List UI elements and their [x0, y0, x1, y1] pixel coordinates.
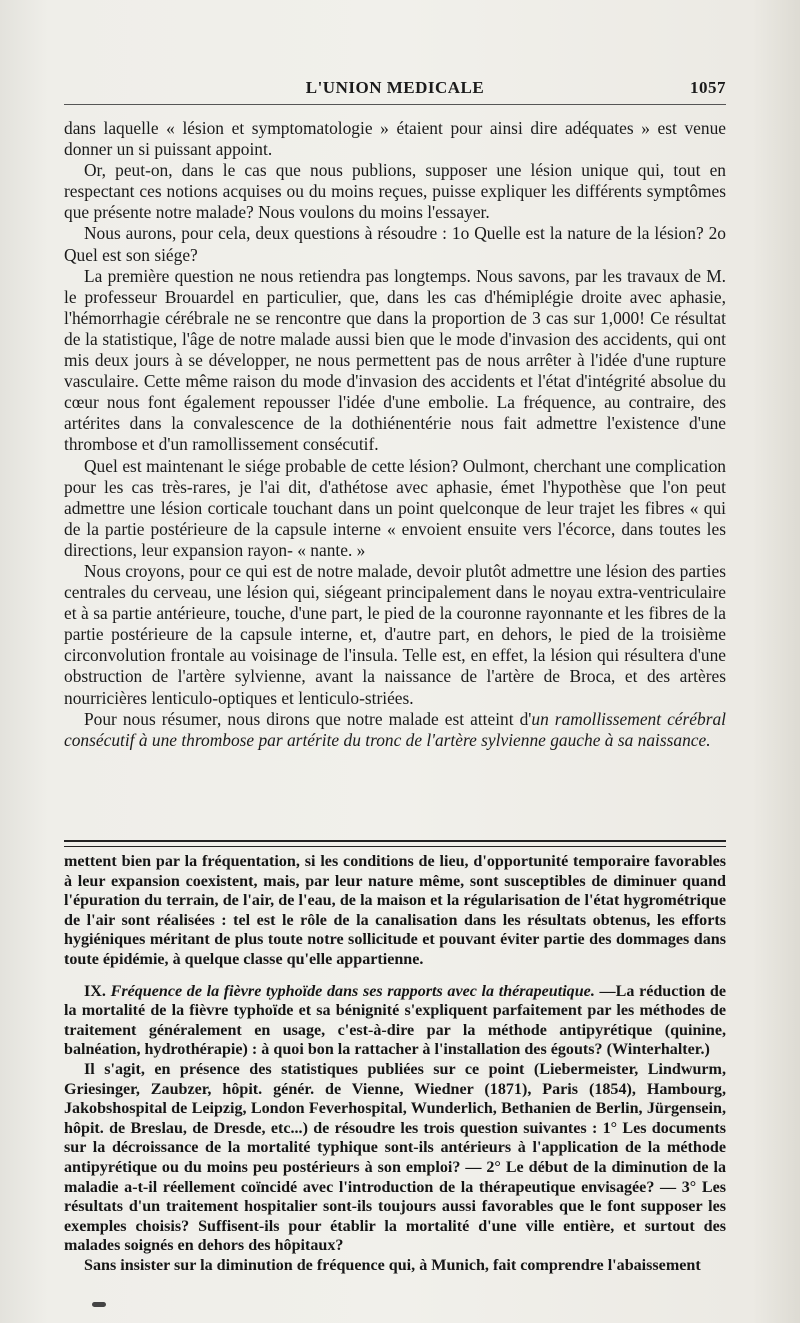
feuilleton-intro: mettent bien par la fréquentation, si les conditions de lieu, d'opportunité temporaire favorables à leur expansion coexistent, mais, par leur nature même, sont susceptibles de diminuer quand l'épuration du terrain, de l'air, de l'eau, de la maison et la régularisation de l'état hygrométrique de l'air sont réalisées : tel est le rôle de la canalisation dans les résultats obtenus, les efforts hygiéniques méritant de plus toute notre sollicitude et pouvant éviter partie des dommages dans toute épidémie, à quelque classe qu'elle appartienne. — [64, 853, 726, 968]
feuilleton-separator — [64, 840, 726, 847]
paragraph: dans laquelle « lésion et symptomatologie » étaient pour ainsi dire adéquates » est venue donner un si puissant appoint. — [64, 118, 726, 160]
paragraph: Or, peut-on, dans le cas que nous publions, supposer une lésion unique qui, tout en respectant ces notions acquises ou du moins reçues, puisse expliquer les différents symptômes que présente notre malade? Nous voulons du moins l'essayer. — [64, 160, 726, 223]
paragraph: La première question ne nous retiendra pas longtemps. Nous savons, par les travaux de M. le professeur Brouardel en particulier, que, dans les cas d'hémiplégie droite avec aphasie, l'hémorrhagie cérébrale ne se rencontre que dans la proportion de 3 cas sur 1,000! Ce résultat de la statistique, l'âge de notre malade aussi bien que le mode d'invasion des accidents, qui ont mis deux jours à se développer, ne nous permettent pas de nous arrêter à l'idée d'une rupture vasculaire. Cette même raison du mode d'invasion des accidents et l'état d'intégrité absolue du cœur nous font également repousser l'idée d'une embolie. La fréquence, au contraire, des artérites dans la convalescence de la dothiénentérie nous fait admettre l'existence d'une thrombose et d'un ramollissement consécutif. — [64, 265, 726, 455]
conclusion-diagnosis: un ramollissement cérébral consécutif à une thrombose par artérite du tronc de l'artère sylvienne gauche à sa naissance. — [64, 708, 726, 750]
running-head — [64, 78, 726, 100]
conclusion-text: Pour nous résumer, nous dirons que notre malade est atteint d' — [84, 708, 532, 729]
section-number: IX. — [84, 982, 106, 1000]
feuilleton-paragraph: Sans insister sur la diminution de fréquence qui, à Munich, fait comprendre l'abaissement — [84, 1256, 701, 1274]
section-ix — [64, 982, 726, 1060]
paragraph: Nous aurons, pour cela, deux questions à résoudre : 1o Quelle est la nature de la lésion? 2o Quel est son siége? — [64, 223, 726, 265]
conclusion-paragraph — [64, 709, 726, 751]
paragraph: Nous croyons, pour ce qui est de notre malade, devoir plutôt admettre une lésion des parties centrales du cerveau, une lésion qui, siégeant principalement dans le noyau extra-ventriculaire et à sa partie antérieure, touche, d'une part, le pied de la couronne rayonnante et les fibres de la partie postérieure de la capsule interne, et, d'autre part, en dehors, le pied de la troisième circonvolution frontale au voisinage de l'insula. Telle est, en effet, la lésion qui résultera d'une obstruction de l'artère sylvienne, avant la naissance de l'artère de Broca, et des artères nourricières lenticulo-optiques et lenticulo-striées. — [64, 560, 726, 708]
article-body — [64, 118, 726, 751]
section-title: Fréquence de la fièvre typhoïde dans ses rapports avec la thérapeutique. — [110, 982, 595, 1000]
feuilleton-paragraph: Il s'agit, en présence des statistiques publiées sur ce point (Liebermeister, Lindwurm, Griesinger, Zaubzer, hôpit. génér. de Vienne, Wiedner (1871), Paris (1854), Hambourg, Jakobshospital de Leipzig, London Feverhospital, Wunderlich, Bethanien de Berlin, Jürgensein, hôpit. de Breslau, de Dresde, etc...) de résoudre les trois question suivantes : 1° Les documents sur la décroissance de la mortalité typhique sont-ils antérieurs à l'application de la méthode antipyrétique ou du moins peu postérieurs à son emploi? — 2° Le début de la diminution de la maladie a-t-il réellement coïncidé avec l'introduction de la thérapeutique envisagée? — 3° Les résultats d'un traitement hospitalier sont-ils toujours aussi favorables que le font supposer les exemples choisis? Suffisent-ils pour établir la mortalité d'une ville entière, et surtout des malades soignés en dehors des hôpitaux? — [64, 1060, 726, 1255]
journal-title: L'UNION MEDICALE — [305, 78, 485, 97]
paragraph: Quel est maintenant le siége probable de cette lésion? Oulmont, cherchant une complication pour les cas très-rares, je l'ai dit, d'athétose avec aphasie, émet l'hypothèse que l'on peut admettre une lésion corticale touchant dans un point quelconque de leur trajet les fibres « qui de la partie postérieure de la capsule interne « envoient ensuite vers l'écorce, dans toutes les directions, leur expansion rayon- « nante. » — [64, 455, 726, 560]
section-text: —La réduction de la mortalité de la fièvre typhoïde et sa bénignité s'expliquent parfaitement par les méthodes de traitement généralement en usage, c'est-à-dire par la méthode antipyrétique (quinine, balnéation, hydrothérapie) : à quoi bon la rattacher à l'installation des égouts? (Winterhalter.) — [64, 982, 726, 1059]
ink-smudge — [92, 1302, 106, 1307]
page-number: 1057 — [690, 78, 726, 97]
header-rule — [64, 104, 726, 105]
feuilleton — [64, 852, 726, 1275]
